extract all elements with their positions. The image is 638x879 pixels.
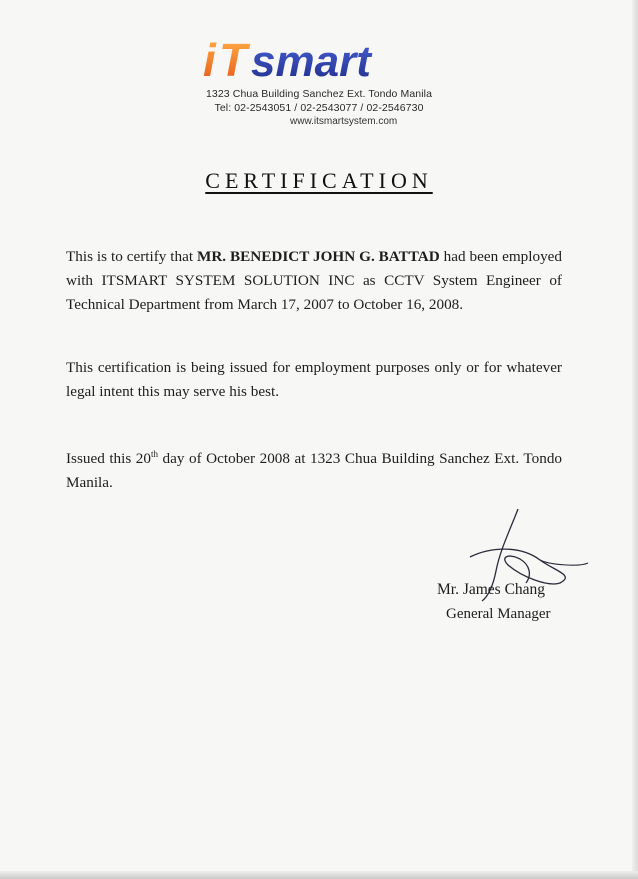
letterhead-website: www.itsmartsystem.com: [290, 116, 398, 127]
page-edge-bottom: [0, 871, 638, 879]
paragraph-purpose: This certification is being issued for employment purposes only or for whatever legal intent this may serve his best.: [66, 359, 562, 400]
letterhead-phones: Tel: 02-2543051 / 02-2543077 / 02-2546730: [214, 102, 424, 114]
logo-letter-i: i: [203, 34, 216, 84]
logo-word-smart: smart: [251, 37, 371, 84]
letterhead-address: 1323 Chua Building Sanchez Ext. Tondo Manila: [205, 88, 433, 100]
signatory-name: Mr. James Chang: [437, 581, 546, 598]
logo-letter-t: T: [219, 34, 248, 84]
signatory-title: General Manager: [446, 606, 551, 622]
document-title: CERTIFICATION: [205, 168, 433, 193]
employee-name: MR. BENEDICT JOHN G. BATTAD: [197, 248, 440, 265]
paragraph-employment: This is to certify that MR. BENEDICT JOHN G. BATTAD had been employed with ITSMART SYSTEM SOLUTION INC as CCTV System Engineer of Technical Department from March 17, 2007 to October 16, 2008.: [66, 248, 562, 313]
page-edge-right: [632, 0, 638, 879]
paragraph-issued: Issued this 20th day of October 2008 at 1323 Chua Building Sanchez Ext. Tondo Manila.: [66, 449, 563, 492]
itsmart-logo: [193, 34, 453, 84]
